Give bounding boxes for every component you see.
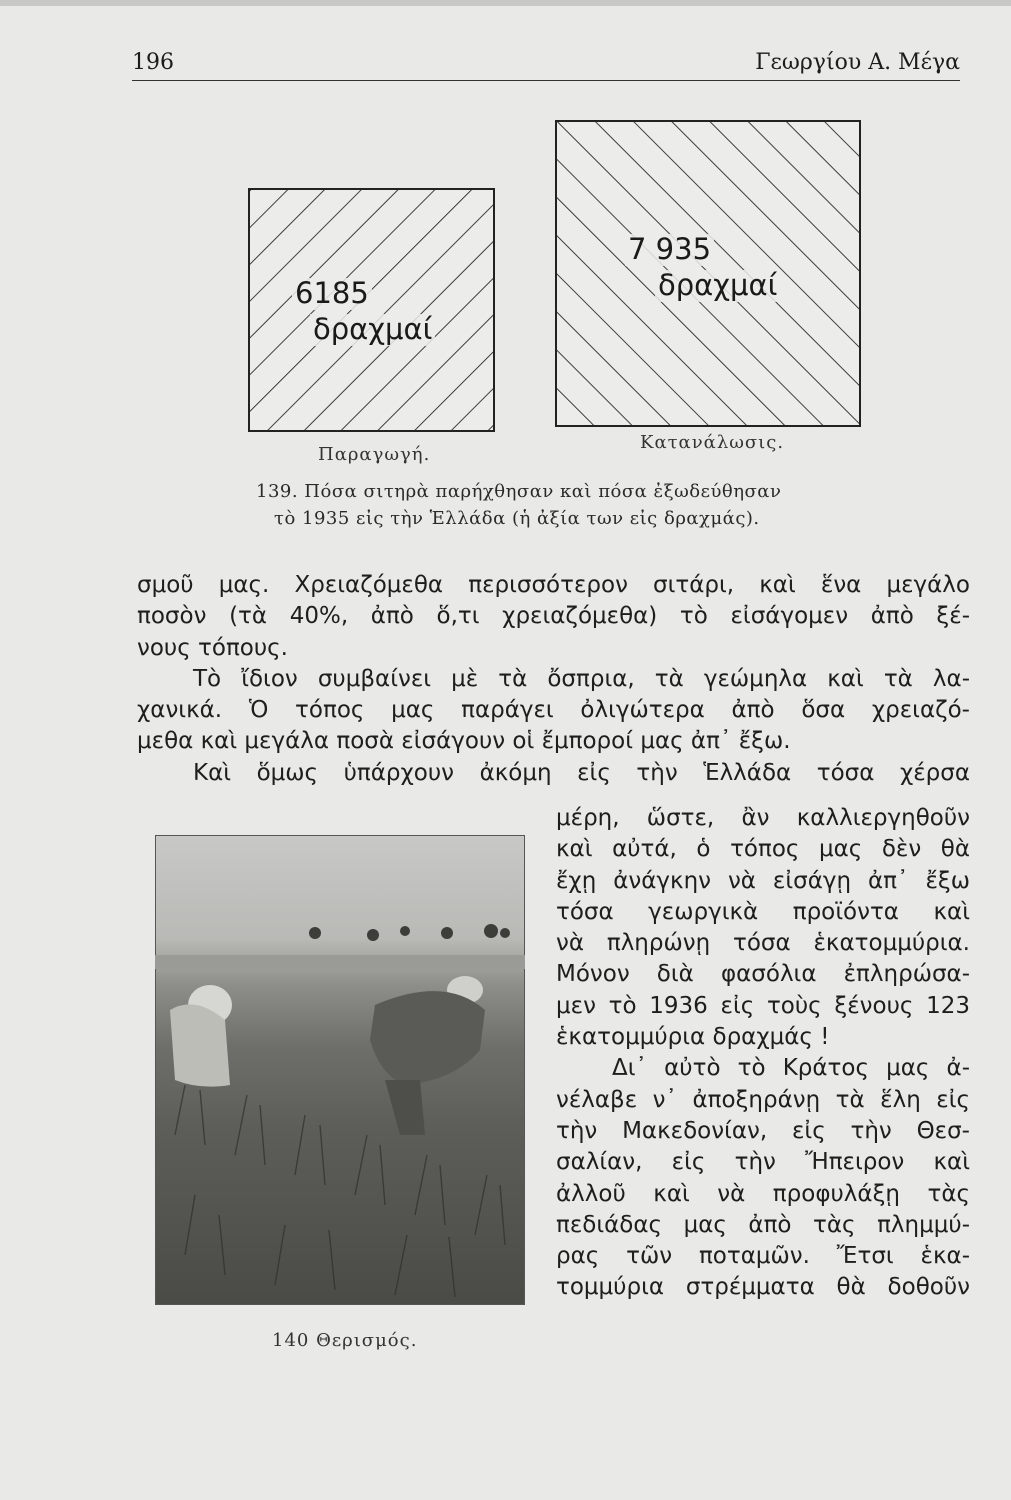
consumption-label: Κατανάλωσις.: [640, 432, 785, 453]
text-line: τομμύρια στρέμματα θὰ δοθοῦν: [556, 1274, 970, 1301]
text-line: τὴν Μακεδονίαν, εἰς τὴν Θεσ-: [556, 1117, 970, 1144]
text-line: πεδιάδας μας ἀπὸ τὰς πλημμύ-: [556, 1211, 970, 1238]
text-line: σαλίαν, εἰς τὴν Ἤπειρον καὶ: [556, 1149, 970, 1176]
production-square: [248, 188, 495, 432]
text-line: ρας τῶν ποταμῶν. Ἔτσι ἑκα-: [556, 1243, 970, 1270]
text-line: ἑκατομμύρια δραχμάς !: [556, 1024, 830, 1051]
scan-edge: [0, 0, 1011, 6]
figure-140-caption: 140 Θερισμός.: [272, 1330, 418, 1351]
production-label: Παραγωγή.: [318, 444, 431, 465]
production-value: 6185: [292, 278, 372, 310]
consumption-square: [555, 120, 861, 427]
consumption-unit: δραχμαί: [655, 270, 780, 302]
text-line: ἀλλοῦ καὶ νὰ προφυλάξῃ τὰς: [556, 1180, 970, 1207]
text-line: ἔχῃ ἀνάγκην νὰ εἰσάγῃ ἀπ᾿ ἔξω: [556, 867, 970, 894]
page-number: 196: [132, 50, 174, 75]
harvest-scene: [155, 835, 525, 1305]
consumption-value: 7 935: [625, 234, 714, 266]
harvest-photo: [155, 835, 525, 1305]
caption-line: τὸ 1935 εἰς τὴν Ἑλλάδα (ἡ ἀξία των εἰς δραχμάς).: [274, 508, 760, 529]
running-head: Γεωργίου Α. Μέγα: [755, 50, 960, 75]
text-line: νὰ πληρώνῃ τόσα ἑκατομμύρια.: [556, 930, 970, 957]
figure-139-caption: [256, 478, 856, 532]
text-line: Τὸ ἴδιον συμβαίνει μὲ τὰ ὄσπρια, τὰ γεώμηλα καὶ τὰ λα-: [193, 665, 970, 692]
production-unit: δραχμαί: [310, 314, 435, 346]
text-line: χανικά. Ὁ τόπος μας παράγει ὀλιγώτερα ἀπὸ ὅσα χρειαζό-: [137, 697, 970, 724]
text-line: τόσα γεωργικὰ προϊόντα καὶ: [556, 898, 970, 925]
header-rule: [132, 80, 960, 81]
body-paragraphs: [137, 570, 970, 789]
text-line: Δι᾿ αὐτὸ τὸ Κράτος μας ἀ-: [612, 1055, 970, 1082]
text-line: μεν τὸ 1936 εἰς τοὺς ξένους 123: [556, 992, 970, 1019]
text-line: μεθα καὶ μεγάλα ποσὰ εἰσάγουν οἱ ἔμποροί μας ἀπ᾿ ἔξω.: [137, 728, 791, 755]
text-line: νέλαβε ν᾿ ἀποξηράνῃ τὰ ἕλη εἰς: [556, 1086, 970, 1113]
text-line: ποσὸν (τὰ 40%, ἀπὸ ὅ,τι χρειαζόμεθα) τὸ εἰσάγομεν ἀπὸ ξέ-: [137, 603, 970, 630]
caption-line: 139. Πόσα σιτηρὰ παρήχθησαν καὶ πόσα ἐξωδεύθησαν: [256, 481, 782, 502]
diagonal-hatching: [250, 190, 493, 430]
body-column: [556, 803, 970, 1304]
text-line: Καὶ ὅμως ὑπάρχουν ἀκόμη εἰς τὴν Ἑλλάδα τόσα χέρσα: [193, 759, 970, 786]
text-line: καὶ αὐτά, ὁ τόπος μας δὲν θὰ: [556, 836, 970, 863]
text-line: Μόνον διὰ φασόλια ἐπληρώσα-: [556, 961, 970, 988]
text-line: νους τόπους.: [137, 634, 288, 661]
text-line: μέρη, ὥστε, ἂν καλλιεργηθοῦν: [556, 805, 970, 831]
page-header: [132, 50, 960, 86]
text-line: σμοῦ μας. Χρειαζόμεθα περισσότερον σιτάρι, καὶ ἕνα μεγάλο: [137, 572, 970, 598]
